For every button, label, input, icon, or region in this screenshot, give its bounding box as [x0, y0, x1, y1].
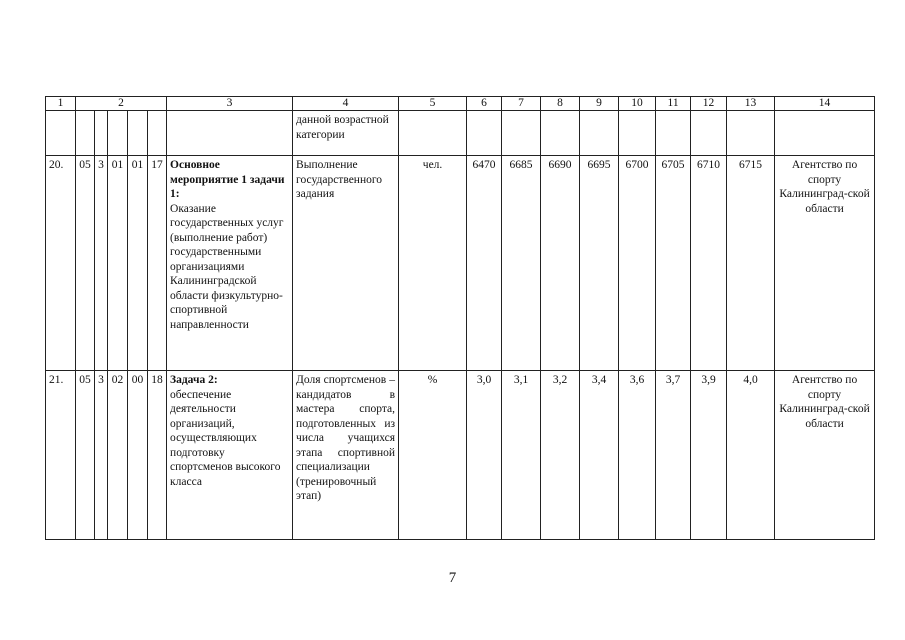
- header-cell: 10: [619, 97, 656, 111]
- header-cell: 12: [691, 97, 727, 111]
- name-text: обеспечение деятельности организаций, осуществляющих подготовку спортсменов высокого класса: [170, 388, 281, 488]
- table-cell: [727, 111, 775, 156]
- code-cell: 18: [148, 371, 167, 540]
- value-cell: 3,7: [656, 371, 691, 540]
- table-row: [46, 371, 875, 540]
- value-cell: 3,6: [619, 371, 656, 540]
- code-cell: 00: [128, 371, 148, 540]
- executor-cell: Агентство по спорту Калининград-ской области: [775, 371, 875, 540]
- header-cell: 3: [167, 97, 293, 111]
- header-cell: 9: [580, 97, 619, 111]
- value-cell: 6700: [619, 156, 656, 371]
- header-cell: 6: [467, 97, 502, 111]
- header-cell: 14: [775, 97, 875, 111]
- table-cell: [148, 111, 167, 156]
- value-cell: 6695: [580, 156, 619, 371]
- page-number: 7: [448, 570, 457, 586]
- name-heading: Основное мероприятие 1 задачи 1:: [170, 159, 285, 200]
- code-cell: 05: [76, 156, 95, 371]
- code-cell: 01: [128, 156, 148, 371]
- name-text: Оказание государственных услуг (выполнение работ) государственными организациями Калининградской области физкультурно-спортивной направленности: [170, 202, 284, 331]
- value-cell: 6470: [467, 156, 502, 371]
- name-cell: [167, 371, 293, 540]
- table-cell: [775, 111, 875, 156]
- header-cell: 11: [656, 97, 691, 111]
- name-heading: Задача 2:: [170, 374, 218, 386]
- table-cell: [46, 111, 76, 156]
- table-cell: [541, 111, 580, 156]
- header-cell: 1: [46, 97, 76, 111]
- code-cell: 01: [108, 156, 128, 371]
- header-cell: 2: [76, 97, 167, 111]
- indicator-cell: Выполнение государственного задания: [293, 156, 399, 371]
- table-cell: [95, 111, 108, 156]
- value-cell: 6710: [691, 156, 727, 371]
- table-cell: [128, 111, 148, 156]
- header-cell: 13: [727, 97, 775, 111]
- table-cell: [691, 111, 727, 156]
- code-cell: 17: [148, 156, 167, 371]
- value-cell: 4,0: [727, 371, 775, 540]
- value-cell: 3,9: [691, 371, 727, 540]
- executor-cell: Агентство по спорту Калининград-ской области: [775, 156, 875, 371]
- code-cell: 3: [95, 156, 108, 371]
- continuation-row: [46, 111, 875, 156]
- header-cell: 5: [399, 97, 467, 111]
- value-cell: 3,0: [467, 371, 502, 540]
- code-cell: 05: [76, 371, 95, 540]
- table-cell: [467, 111, 502, 156]
- indicator-cell: данной возрастной категории: [293, 111, 399, 156]
- value-cell: 6685: [502, 156, 541, 371]
- header-cell: 8: [541, 97, 580, 111]
- table-row: [46, 156, 875, 371]
- value-cell: 6715: [727, 156, 775, 371]
- indicator-cell: Доля спортсменов – кандидатов в мастера спорта, подготовленных из числа учащихся этапа спортивной специализации (тренировочный этап): [293, 371, 399, 540]
- row-number: 20.: [46, 156, 76, 371]
- table-cell: [580, 111, 619, 156]
- header-cell: 7: [502, 97, 541, 111]
- unit-cell: чел.: [399, 156, 467, 371]
- value-cell: 6705: [656, 156, 691, 371]
- unit-cell: %: [399, 371, 467, 540]
- value-cell: 3,4: [580, 371, 619, 540]
- table-cell: [656, 111, 691, 156]
- table-cell: [502, 111, 541, 156]
- value-cell: 3,2: [541, 371, 580, 540]
- table-cell: [167, 111, 293, 156]
- table-cell: [399, 111, 467, 156]
- value-cell: 3,1: [502, 371, 541, 540]
- table-cell: [619, 111, 656, 156]
- row-number: 21.: [46, 371, 76, 540]
- name-cell: [167, 156, 293, 371]
- value-cell: 6690: [541, 156, 580, 371]
- table-cell: [76, 111, 95, 156]
- code-cell: 02: [108, 371, 128, 540]
- code-cell: 3: [95, 371, 108, 540]
- header-cell: 4: [293, 97, 399, 111]
- program-table: [45, 96, 875, 540]
- header-row: [46, 97, 875, 111]
- table-cell: [108, 111, 128, 156]
